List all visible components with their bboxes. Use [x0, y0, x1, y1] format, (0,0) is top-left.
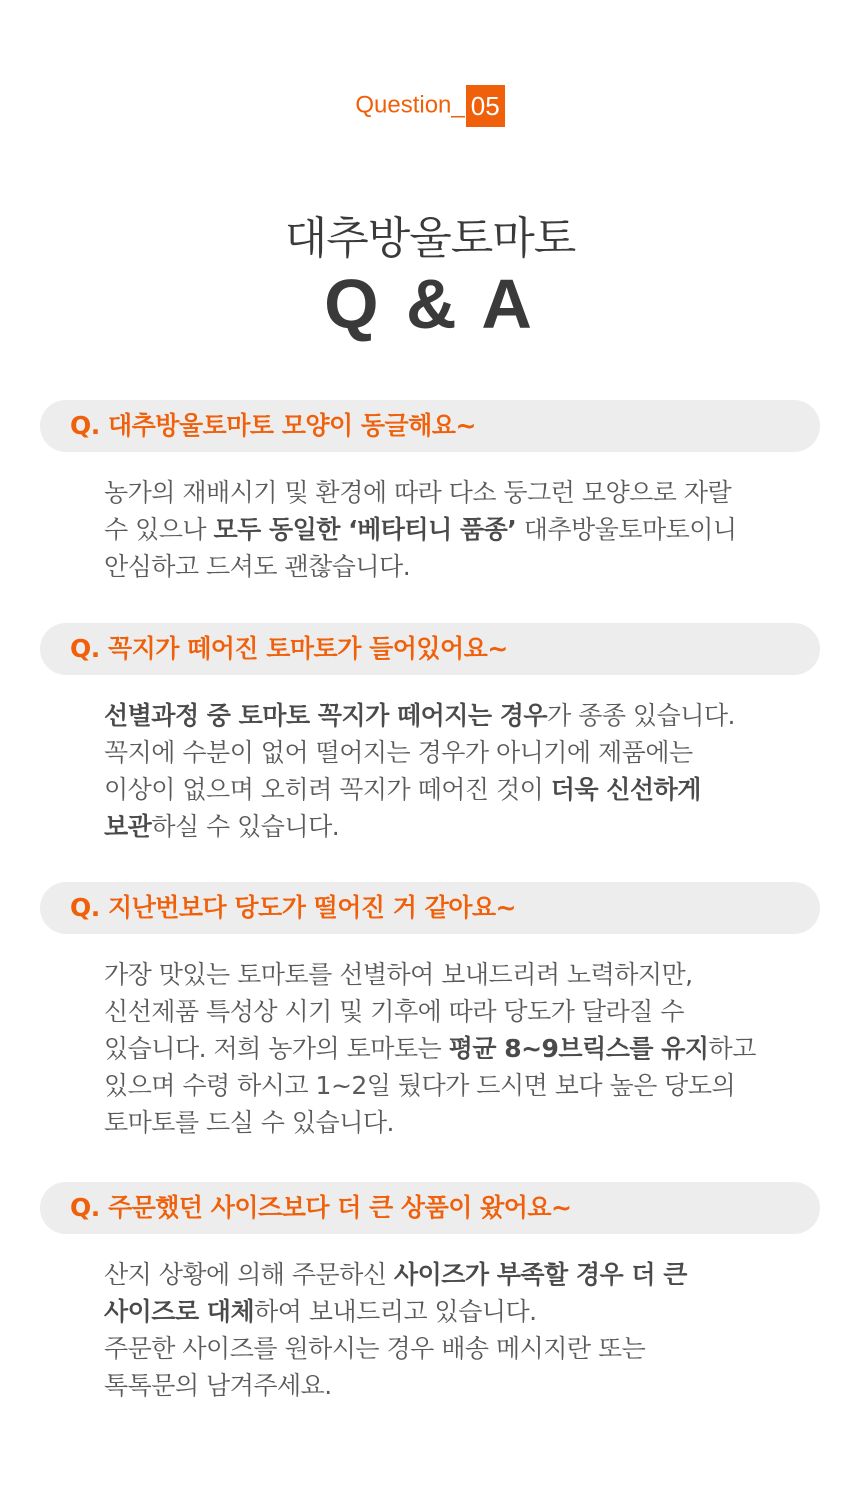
answer-line [104, 697, 804, 734]
answer-segment: 꼭지에 수분이 없어 떨어지는 경우가 아니기에 제품에는 [104, 738, 693, 767]
answer-segment: 톡톡문의 남겨주세요. [104, 1371, 332, 1400]
question-heading: Q. 주문했던 사이즈보다 더 큰 상품이 왔어요~ [40, 1182, 820, 1234]
page-title: 대추방울토마토 [284, 213, 576, 264]
answer-emphasis: 사이즈가 부족할 경우 더 큰 [393, 1260, 687, 1289]
answer-segment: 이상이 없으며 오히려 꼭지가 떼어진 것이 [104, 775, 551, 804]
answer-emphasis: 보관 [104, 812, 152, 841]
answer-line [104, 1067, 804, 1104]
answer-segment: 하고 [708, 1034, 756, 1063]
answer-line [104, 548, 804, 585]
answer-emphasis: 더욱 신선하게 [550, 775, 701, 804]
question-prefix: Question_ [355, 91, 465, 119]
answer-line [104, 734, 804, 771]
qa-item-2 [40, 623, 820, 845]
answer-segment: 가장 맛있는 토마토를 선별하여 보내드리려 노력하지만, [104, 960, 693, 989]
answer-emphasis: 선별과정 중 토마토 꼭지가 떼어지는 경우 [104, 701, 548, 730]
page-subtitle-qa: Q & A [324, 265, 536, 343]
answer-segment: 하실 수 있습니다. [151, 812, 340, 841]
answer-segment: 농가의 재배시기 및 환경에 따라 다소 둥그런 모양으로 자랄 [104, 478, 732, 507]
answer-line [104, 1256, 804, 1293]
answer-line [104, 474, 804, 511]
answer-text [104, 956, 804, 1141]
answer-segment: 하여 보내드리고 있습니다. [254, 1297, 537, 1326]
answer-line [104, 1030, 804, 1067]
answer-segment: 가 종종 있습니다. [547, 701, 735, 730]
answer-line [104, 771, 804, 808]
answer-segment: 토마토를 드실 수 있습니다. [104, 1108, 394, 1137]
answer-segment: 수 있으나 [104, 515, 214, 544]
answer-segment: 대추방울토마토이니 [516, 515, 737, 544]
answer-emphasis: 모두 동일한 ‘베타티니 품종’ [213, 515, 517, 544]
question-number: 05 [466, 85, 505, 127]
answer-line [104, 1330, 804, 1367]
answer-emphasis: 사이즈로 대체 [104, 1297, 255, 1326]
answer-line [104, 511, 804, 548]
answer-line [104, 956, 804, 993]
answer-text [104, 474, 804, 585]
answer-line [104, 1367, 804, 1404]
answer-segment: 안심하고 드셔도 괜찮습니다. [104, 552, 411, 581]
answer-emphasis: 평균 8~9브릭스를 유지 [448, 1034, 709, 1063]
qa-item-3 [40, 882, 820, 1141]
answer-segment: 신선제품 특성상 시기 및 기후에 따라 당도가 달라질 수 [104, 997, 684, 1026]
answer-line [104, 1104, 804, 1141]
answer-line [104, 993, 804, 1030]
qa-item-4 [40, 1182, 820, 1404]
answer-segment: 산지 상황에 의해 주문하신 [104, 1260, 394, 1289]
question-heading: Q. 대추방울토마토 모양이 동글해요~ [40, 400, 820, 452]
answer-text [104, 697, 804, 845]
answer-line [104, 1293, 804, 1330]
qa-item-1 [40, 400, 820, 585]
answer-segment: 주문한 사이즈를 원하시는 경우 배송 메시지란 또는 [104, 1334, 646, 1363]
question-number-badge [0, 84, 860, 127]
answer-line [104, 808, 804, 845]
answer-text [104, 1256, 804, 1404]
answer-segment: 있습니다. 저희 농가의 토마토는 [104, 1034, 449, 1063]
question-heading: Q. 지난번보다 당도가 떨어진 거 같아요~ [40, 882, 820, 934]
question-heading: Q. 꼭지가 떼어진 토마토가 들어있어요~ [40, 623, 820, 675]
answer-segment: 있으며 수령 하시고 1~2일 뒀다가 드시면 보다 높은 당도의 [104, 1071, 736, 1100]
